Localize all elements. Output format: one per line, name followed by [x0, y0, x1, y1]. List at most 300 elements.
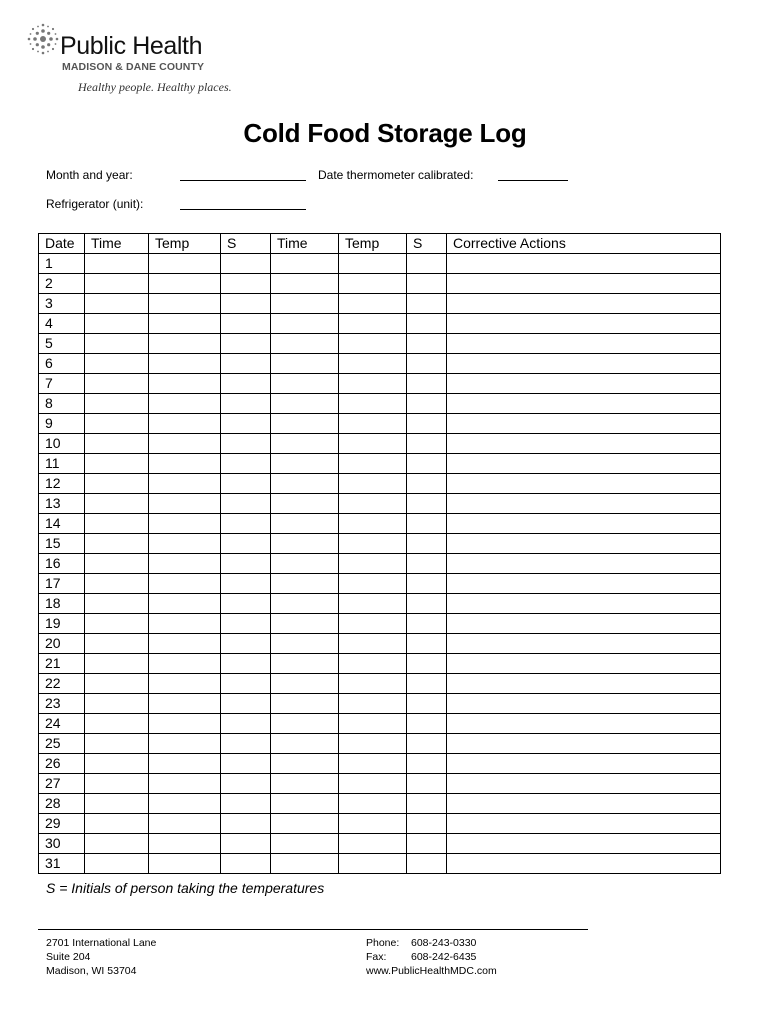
day-number: 30: [39, 834, 85, 854]
calibrated-date-blank[interactable]: [498, 180, 568, 181]
log-cell-temp-1[interactable]: [149, 754, 221, 774]
log-cell-initials-2[interactable]: [407, 394, 447, 414]
log-cell-time-2[interactable]: [271, 834, 339, 854]
log-cell-temp-2[interactable]: [339, 274, 407, 294]
table-row: [39, 554, 721, 574]
log-cell-temp-2[interactable]: [339, 834, 407, 854]
log-cell-corrective-actions[interactable]: [447, 374, 721, 394]
log-cell-time-2[interactable]: [271, 294, 339, 314]
logo-title: Public Health: [60, 32, 203, 60]
table-row: [39, 614, 721, 634]
log-cell-temp-2[interactable]: [339, 594, 407, 614]
table-header-row: [39, 234, 721, 254]
log-cell-initials-2[interactable]: [407, 794, 447, 814]
log-cell-time-1[interactable]: [85, 274, 149, 294]
log-cell-corrective-actions[interactable]: [447, 494, 721, 514]
log-cell-initials-2[interactable]: [407, 474, 447, 494]
log-cell-time-2[interactable]: [271, 654, 339, 674]
log-cell-time-1[interactable]: [85, 314, 149, 334]
day-number: 21: [39, 654, 85, 674]
footer-contact: [366, 936, 497, 978]
log-cell-time-2[interactable]: [271, 514, 339, 534]
log-cell-temp-2[interactable]: [339, 454, 407, 474]
log-cell-initials-2[interactable]: [407, 754, 447, 774]
log-cell-corrective-actions[interactable]: [447, 834, 721, 854]
log-cell-time-2[interactable]: [271, 814, 339, 834]
day-number: 13: [39, 494, 85, 514]
day-number: 10: [39, 434, 85, 454]
log-cell-temp-1[interactable]: [149, 534, 221, 554]
log-cell-corrective-actions[interactable]: [447, 354, 721, 374]
log-cell-temp-1[interactable]: [149, 654, 221, 674]
log-cell-initials-1[interactable]: [221, 314, 271, 334]
log-cell-initials-1[interactable]: [221, 614, 271, 634]
column-header-date: Date: [39, 234, 85, 254]
log-cell-time-1[interactable]: [85, 534, 149, 554]
log-cell-temp-1[interactable]: [149, 354, 221, 374]
log-cell-temp-2[interactable]: [339, 754, 407, 774]
day-number: 19: [39, 614, 85, 634]
log-cell-temp-1[interactable]: [149, 714, 221, 734]
log-cell-time-1[interactable]: [85, 294, 149, 314]
log-cell-temp-2[interactable]: [339, 434, 407, 454]
log-cell-time-2[interactable]: [271, 274, 339, 294]
log-cell-initials-2[interactable]: [407, 454, 447, 474]
log-cell-temp-2[interactable]: [339, 254, 407, 274]
log-cell-initials-2[interactable]: [407, 374, 447, 394]
log-cell-temp-2[interactable]: [339, 534, 407, 554]
log-cell-corrective-actions[interactable]: [447, 274, 721, 294]
column-header-temp-1: Temp: [149, 234, 221, 254]
log-cell-temp-2[interactable]: [339, 614, 407, 634]
log-cell-temp-1[interactable]: [149, 574, 221, 594]
log-cell-time-1[interactable]: [85, 514, 149, 534]
log-cell-temp-2[interactable]: [339, 774, 407, 794]
log-cell-initials-1[interactable]: [221, 294, 271, 314]
log-cell-temp-1[interactable]: [149, 254, 221, 274]
month-year-blank[interactable]: [180, 180, 306, 181]
log-cell-initials-2[interactable]: [407, 354, 447, 374]
log-cell-initials-1[interactable]: [221, 514, 271, 534]
log-cell-corrective-actions[interactable]: [447, 734, 721, 754]
table-row: [39, 854, 721, 874]
log-cell-temp-2[interactable]: [339, 714, 407, 734]
log-cell-time-1[interactable]: [85, 614, 149, 634]
day-number: 6: [39, 354, 85, 374]
log-cell-temp-1[interactable]: [149, 414, 221, 434]
log-cell-corrective-actions[interactable]: [447, 554, 721, 574]
log-cell-time-1[interactable]: [85, 674, 149, 694]
table-row: [39, 754, 721, 774]
log-cell-temp-1[interactable]: [149, 694, 221, 714]
table-row: [39, 574, 721, 594]
log-cell-initials-2[interactable]: [407, 814, 447, 834]
log-cell-temp-2[interactable]: [339, 634, 407, 654]
log-cell-initials-1[interactable]: [221, 414, 271, 434]
log-cell-corrective-actions[interactable]: [447, 314, 721, 334]
log-cell-corrective-actions[interactable]: [447, 794, 721, 814]
table-row: [39, 794, 721, 814]
day-number: 14: [39, 514, 85, 534]
website-link[interactable]: www.PublicHealthMDC.com: [366, 965, 497, 977]
log-cell-time-2[interactable]: [271, 254, 339, 274]
month-year-label: Month and year:: [46, 168, 133, 182]
table-row: [39, 654, 721, 674]
log-cell-corrective-actions[interactable]: [447, 654, 721, 674]
footer-divider: [38, 929, 588, 930]
log-cell-temp-2[interactable]: [339, 814, 407, 834]
table-row: [39, 514, 721, 534]
log-cell-temp-1[interactable]: [149, 614, 221, 634]
log-cell-temp-2[interactable]: [339, 494, 407, 514]
log-cell-corrective-actions[interactable]: [447, 534, 721, 554]
log-cell-time-1[interactable]: [85, 554, 149, 574]
page-title: Cold Food Storage Log: [243, 118, 527, 148]
log-cell-time-1[interactable]: [85, 694, 149, 714]
log-cell-corrective-actions[interactable]: [447, 574, 721, 594]
log-cell-time-1[interactable]: [85, 414, 149, 434]
log-cell-time-1[interactable]: [85, 474, 149, 494]
log-cell-initials-2[interactable]: [407, 574, 447, 594]
phone-number: 608-243-0330: [411, 937, 477, 949]
log-cell-initials-2[interactable]: [407, 554, 447, 574]
log-cell-initials-1[interactable]: [221, 254, 271, 274]
log-cell-corrective-actions[interactable]: [447, 634, 721, 654]
log-cell-temp-2[interactable]: [339, 554, 407, 574]
log-cell-temp-1[interactable]: [149, 274, 221, 294]
log-cell-time-2[interactable]: [271, 554, 339, 574]
day-number: 9: [39, 414, 85, 434]
day-number: 3: [39, 294, 85, 314]
log-cell-time-1[interactable]: [85, 354, 149, 374]
log-cell-temp-1[interactable]: [149, 834, 221, 854]
column-header-initials-2: S: [407, 234, 447, 254]
log-cell-temp-1[interactable]: [149, 794, 221, 814]
log-cell-corrective-actions[interactable]: [447, 514, 721, 534]
log-cell-temp-1[interactable]: [149, 474, 221, 494]
log-cell-initials-1[interactable]: [221, 734, 271, 754]
table-row: [39, 674, 721, 694]
log-cell-time-2[interactable]: [271, 854, 339, 874]
log-cell-temp-1[interactable]: [149, 634, 221, 654]
log-cell-time-2[interactable]: [271, 674, 339, 694]
logo-subtitle: MADISON & DANE COUNTY: [62, 61, 205, 73]
log-cell-initials-2[interactable]: [407, 434, 447, 454]
log-cell-corrective-actions[interactable]: [447, 454, 721, 474]
log-cell-time-2[interactable]: [271, 754, 339, 774]
column-header-temp-2: Temp: [339, 234, 407, 254]
log-cell-initials-1[interactable]: [221, 554, 271, 574]
log-cell-time-2[interactable]: [271, 634, 339, 654]
log-cell-temp-1[interactable]: [149, 294, 221, 314]
log-cell-temp-2[interactable]: [339, 574, 407, 594]
table-row: [39, 354, 721, 374]
log-cell-temp-1[interactable]: [149, 674, 221, 694]
log-cell-initials-2[interactable]: [407, 714, 447, 734]
fax-number: 608-242-6435: [411, 951, 477, 963]
log-cell-corrective-actions[interactable]: [447, 594, 721, 614]
log-cell-temp-2[interactable]: [339, 674, 407, 694]
table-row: [39, 734, 721, 754]
log-cell-time-2[interactable]: [271, 334, 339, 354]
log-cell-corrective-actions[interactable]: [447, 434, 721, 454]
log-cell-corrective-actions[interactable]: [447, 254, 721, 274]
column-header-initials-1: S: [221, 234, 271, 254]
log-cell-temp-2[interactable]: [339, 334, 407, 354]
day-number: 22: [39, 674, 85, 694]
log-cell-temp-1[interactable]: [149, 374, 221, 394]
log-cell-initials-2[interactable]: [407, 414, 447, 434]
log-cell-initials-1[interactable]: [221, 534, 271, 554]
log-cell-time-1[interactable]: [85, 434, 149, 454]
log-cell-corrective-actions[interactable]: [447, 854, 721, 874]
log-cell-initials-2[interactable]: [407, 494, 447, 514]
day-number: 18: [39, 594, 85, 614]
table-row: [39, 254, 721, 274]
log-cell-initials-1[interactable]: [221, 434, 271, 454]
log-cell-temp-2[interactable]: [339, 374, 407, 394]
log-cell-temp-2[interactable]: [339, 314, 407, 334]
sunburst-logo-icon: [26, 22, 60, 56]
day-number: 15: [39, 534, 85, 554]
log-cell-initials-2[interactable]: [407, 634, 447, 654]
log-cell-initials-2[interactable]: [407, 694, 447, 714]
day-number: 25: [39, 734, 85, 754]
table-row: [39, 314, 721, 334]
log-cell-temp-1[interactable]: [149, 514, 221, 534]
table-row: [39, 414, 721, 434]
log-cell-time-1[interactable]: [85, 774, 149, 794]
log-cell-initials-2[interactable]: [407, 254, 447, 274]
table-row: [39, 374, 721, 394]
address-line: Madison, WI 53704: [46, 965, 137, 977]
log-cell-initials-1[interactable]: [221, 674, 271, 694]
log-cell-time-1[interactable]: [85, 834, 149, 854]
log-cell-initials-1[interactable]: [221, 794, 271, 814]
log-cell-initials-1[interactable]: [221, 774, 271, 794]
log-cell-time-2[interactable]: [271, 694, 339, 714]
log-cell-temp-2[interactable]: [339, 734, 407, 754]
log-cell-temp-1[interactable]: [149, 434, 221, 454]
log-cell-initials-2[interactable]: [407, 314, 447, 334]
table-row: [39, 474, 721, 494]
log-cell-initials-1[interactable]: [221, 374, 271, 394]
footer-address: [46, 936, 156, 978]
day-number: 16: [39, 554, 85, 574]
log-cell-temp-2[interactable]: [339, 354, 407, 374]
log-cell-temp-2[interactable]: [339, 854, 407, 874]
log-cell-initials-2[interactable]: [407, 534, 447, 554]
table-row: [39, 594, 721, 614]
log-cell-time-2[interactable]: [271, 394, 339, 414]
log-cell-initials-1[interactable]: [221, 354, 271, 374]
log-cell-time-1[interactable]: [85, 814, 149, 834]
log-cell-corrective-actions[interactable]: [447, 394, 721, 414]
logo-tagline: Healthy people. Healthy places.: [78, 80, 232, 94]
column-header-time-2: Time: [271, 234, 339, 254]
log-cell-initials-1[interactable]: [221, 714, 271, 734]
log-cell-temp-2[interactable]: [339, 514, 407, 534]
log-cell-initials-2[interactable]: [407, 594, 447, 614]
refrigerator-unit-blank[interactable]: [180, 209, 306, 210]
log-cell-temp-1[interactable]: [149, 594, 221, 614]
log-cell-time-2[interactable]: [271, 434, 339, 454]
log-cell-temp-1[interactable]: [149, 454, 221, 474]
log-cell-temp-2[interactable]: [339, 474, 407, 494]
table-row: [39, 534, 721, 554]
log-cell-initials-1[interactable]: [221, 694, 271, 714]
day-number: 29: [39, 814, 85, 834]
log-cell-corrective-actions[interactable]: [447, 334, 721, 354]
log-cell-time-1[interactable]: [85, 794, 149, 814]
log-cell-corrective-actions[interactable]: [447, 474, 721, 494]
log-cell-temp-1[interactable]: [149, 554, 221, 574]
log-cell-time-1[interactable]: [85, 334, 149, 354]
log-cell-time-2[interactable]: [271, 794, 339, 814]
log-cell-time-2[interactable]: [271, 414, 339, 434]
log-cell-corrective-actions[interactable]: [447, 774, 721, 794]
log-cell-initials-2[interactable]: [407, 774, 447, 794]
day-number: 17: [39, 574, 85, 594]
log-cell-initials-2[interactable]: [407, 294, 447, 314]
log-cell-corrective-actions[interactable]: [447, 714, 721, 734]
log-cell-corrective-actions[interactable]: [447, 294, 721, 314]
log-cell-initials-2[interactable]: [407, 514, 447, 534]
day-number: 24: [39, 714, 85, 734]
log-cell-initials-2[interactable]: [407, 674, 447, 694]
log-cell-time-1[interactable]: [85, 754, 149, 774]
refrigerator-unit-label: Refrigerator (unit):: [46, 197, 144, 211]
log-cell-initials-2[interactable]: [407, 854, 447, 874]
log-cell-initials-1[interactable]: [221, 814, 271, 834]
log-cell-time-2[interactable]: [271, 314, 339, 334]
log-cell-time-2[interactable]: [271, 734, 339, 754]
log-cell-initials-2[interactable]: [407, 334, 447, 354]
public-health-logo: [26, 22, 246, 102]
log-cell-initials-1[interactable]: [221, 394, 271, 414]
log-cell-time-1[interactable]: [85, 574, 149, 594]
day-number: 1: [39, 254, 85, 274]
log-cell-corrective-actions[interactable]: [447, 814, 721, 834]
column-header-corrective-actions: Corrective Actions: [447, 234, 721, 254]
log-cell-temp-1[interactable]: [149, 394, 221, 414]
log-cell-time-1[interactable]: [85, 494, 149, 514]
log-cell-temp-2[interactable]: [339, 794, 407, 814]
table-row: [39, 494, 721, 514]
day-number: 2: [39, 274, 85, 294]
log-cell-initials-1[interactable]: [221, 634, 271, 654]
log-cell-time-1[interactable]: [85, 394, 149, 414]
log-cell-temp-2[interactable]: [339, 294, 407, 314]
log-cell-temp-2[interactable]: [339, 654, 407, 674]
address-line: Suite 204: [46, 951, 91, 963]
log-cell-corrective-actions[interactable]: [447, 614, 721, 634]
temperature-log-table: [38, 233, 721, 874]
log-cell-initials-1[interactable]: [221, 754, 271, 774]
log-cell-time-2[interactable]: [271, 614, 339, 634]
log-cell-temp-1[interactable]: [149, 314, 221, 334]
log-cell-time-2[interactable]: [271, 714, 339, 734]
table-row: [39, 454, 721, 474]
table-row: [39, 714, 721, 734]
log-cell-initials-2[interactable]: [407, 654, 447, 674]
log-cell-temp-1[interactable]: [149, 494, 221, 514]
column-header-time-1: Time: [85, 234, 149, 254]
log-cell-corrective-actions[interactable]: [447, 754, 721, 774]
log-cell-temp-2[interactable]: [339, 694, 407, 714]
log-cell-temp-1[interactable]: [149, 814, 221, 834]
log-cell-corrective-actions[interactable]: [447, 414, 721, 434]
log-cell-time-2[interactable]: [271, 354, 339, 374]
day-number: 11: [39, 454, 85, 474]
log-cell-temp-1[interactable]: [149, 334, 221, 354]
log-cell-time-2[interactable]: [271, 574, 339, 594]
log-cell-time-1[interactable]: [85, 734, 149, 754]
day-number: 8: [39, 394, 85, 414]
log-cell-initials-1[interactable]: [221, 274, 271, 294]
table-row: [39, 814, 721, 834]
log-cell-temp-2[interactable]: [339, 414, 407, 434]
log-cell-initials-2[interactable]: [407, 614, 447, 634]
log-cell-time-2[interactable]: [271, 774, 339, 794]
log-cell-time-1[interactable]: [85, 594, 149, 614]
log-cell-initials-1[interactable]: [221, 834, 271, 854]
log-cell-time-1[interactable]: [85, 654, 149, 674]
log-cell-time-1[interactable]: [85, 254, 149, 274]
log-cell-time-1[interactable]: [85, 854, 149, 874]
log-cell-initials-1[interactable]: [221, 654, 271, 674]
log-cell-time-2[interactable]: [271, 374, 339, 394]
log-cell-initials-1[interactable]: [221, 854, 271, 874]
log-cell-time-2[interactable]: [271, 594, 339, 614]
log-cell-temp-2[interactable]: [339, 394, 407, 414]
log-cell-initials-2[interactable]: [407, 274, 447, 294]
log-cell-initials-1[interactable]: [221, 594, 271, 614]
log-cell-time-2[interactable]: [271, 474, 339, 494]
day-number: 4: [39, 314, 85, 334]
table-row: [39, 394, 721, 414]
log-cell-initials-1[interactable]: [221, 494, 271, 514]
log-cell-initials-1[interactable]: [221, 574, 271, 594]
log-cell-time-2[interactable]: [271, 454, 339, 474]
log-cell-time-1[interactable]: [85, 714, 149, 734]
table-row: [39, 274, 721, 294]
log-cell-initials-2[interactable]: [407, 734, 447, 754]
log-cell-initials-1[interactable]: [221, 334, 271, 354]
day-number: 27: [39, 774, 85, 794]
log-cell-initials-1[interactable]: [221, 454, 271, 474]
log-cell-time-1[interactable]: [85, 634, 149, 654]
log-cell-corrective-actions[interactable]: [447, 674, 721, 694]
log-cell-temp-1[interactable]: [149, 734, 221, 754]
log-cell-temp-1[interactable]: [149, 854, 221, 874]
log-cell-initials-2[interactable]: [407, 834, 447, 854]
log-cell-time-2[interactable]: [271, 494, 339, 514]
log-cell-corrective-actions[interactable]: [447, 694, 721, 714]
table-row: [39, 434, 721, 454]
fax-label: Fax:: [366, 951, 387, 963]
log-cell-time-1[interactable]: [85, 454, 149, 474]
table-row: [39, 634, 721, 654]
log-cell-time-2[interactable]: [271, 534, 339, 554]
log-cell-time-1[interactable]: [85, 374, 149, 394]
day-number: 28: [39, 794, 85, 814]
day-number: 31: [39, 854, 85, 874]
day-number: 20: [39, 634, 85, 654]
day-number: 7: [39, 374, 85, 394]
log-cell-temp-1[interactable]: [149, 774, 221, 794]
log-cell-initials-1[interactable]: [221, 474, 271, 494]
